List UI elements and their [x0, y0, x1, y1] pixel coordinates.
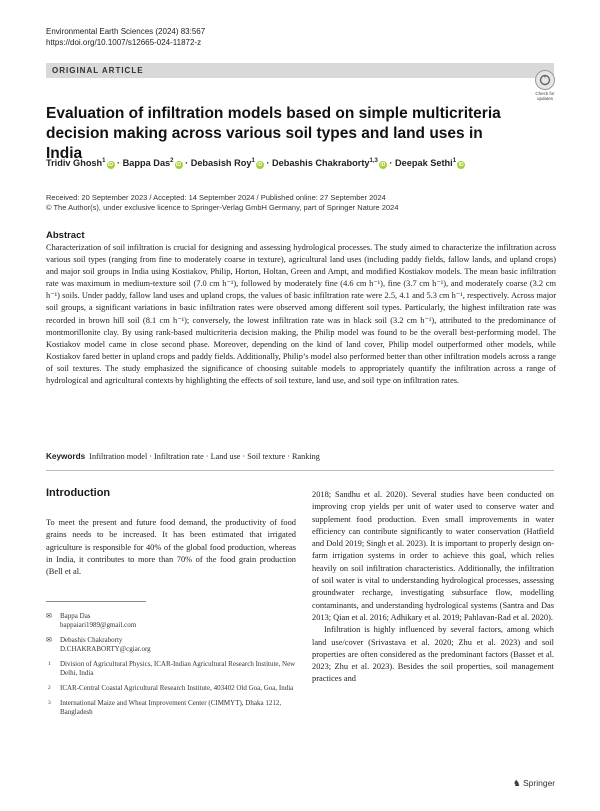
orcid-icon[interactable]: iD: [380, 162, 386, 168]
envelope-icon: ✉: [46, 612, 52, 620]
abstract-heading: Abstract: [46, 230, 85, 241]
orcid-icon[interactable]: iD: [257, 162, 263, 168]
doi-link[interactable]: https://doi.org/10.1007/s12665-024-11872-z: [46, 38, 202, 47]
orcid-icon[interactable]: iD: [458, 162, 464, 168]
article-type-bar: ORIGINAL ARTICLE: [46, 63, 554, 78]
intro-paragraph: Infiltration is highly influenced by several factors, among which land use/cover (Srivastava et al. 2020; Zhu et al. 2023) and soil properties are often considered as the predominant factors (Basset et al. 2023; Zhu et al. 2023). Besides the soil properties, soil management practices and: [312, 625, 554, 684]
author-name[interactable]: Bappa Das: [122, 158, 171, 168]
journal-header: [46, 26, 205, 48]
check-for-updates-badge[interactable]: [532, 70, 558, 100]
introduction-heading: Introduction: [46, 487, 111, 499]
keywords-line: [46, 452, 320, 461]
publication-dates: [46, 193, 399, 213]
contact-name: Bappa Das: [60, 612, 91, 620]
contact-email[interactable]: bappaiari1989@gmail.com: [60, 621, 137, 629]
article-title: Evaluation of infiltration models based on simple multicriteria decision making across various soil types and land uses in India: [46, 105, 501, 162]
footnotes: [46, 612, 296, 723]
author-affiliation: 2: [170, 158, 174, 164]
keywords-label: Keywords: [46, 452, 86, 461]
introduction-left-column: To meet the present and future food demand, the productivity of food grains needs to be increased. It has been estimated that irrigated agriculture is responsible for 40% of the global food production, whereas in India, it contributes to more than 70% of the food grain production (Bell et al.: [46, 518, 296, 577]
affiliation-item: [46, 684, 296, 693]
corresponding-contact: [46, 612, 296, 630]
author-affiliation: 1: [452, 158, 457, 164]
orcid-icon[interactable]: iD: [108, 162, 113, 168]
abstract-text: Characterization of soil infiltration is crucial for designing and assessing hydrological processes. The study aimed to characterize the infiltration across various soil types (ranging from fine to moderately coarse in texture), agricultural land uses (including paddy fields, fallow lands, and upland crops) and major soil groups in India using Kostiakov, Philip, Horton, Holtan, Green and Ampt, and modified Kostiakov models. The mean basic infiltration rate was maximum in medium-texture soil (7.0 cm h⁻¹), followed by moderately fine (4.6 cm h⁻¹), fine (3.7 cm h⁻¹), and moderately coarse (3.2 cm h⁻¹) soils. Under paddy, fallow land uses and upland crops, the values of basic infiltration rate were 2.5, 4.1 and 5.3 cm h⁻¹, respectively. Across major soil groups, a significant variations in basic infiltration rates were observed among different soil types. Particularly, the highest infiltration rate was recorded in brown hill soil (8.1 cm h⁻¹); conversely, the lowest infiltration rate was in black soil (3.2 cm h⁻¹), attributed to the predominance of montmorillonite clay. By using rank-based multicriteria decision making, the Philip model was found to be the overall best-performing model. The Kostiakov model came in close second phase. Moreover, depending on the kind of land cover, Philip model outperformed other models, while Kostiakov fared better in upland crops and paddy fields. Additionally, Philip’s model also performed better than other infiltration models across a range of soil textures. The study emphasized the significance of choosing suitable models to appropriately quantify the infiltration across a range of hydrological and agricultural contexts by highlighting the effects of soil texture, land use, and soil type on infiltration rates.: [46, 243, 556, 386]
springer-horse-icon: ♞: [513, 778, 521, 788]
check-updates-line2: updates: [536, 96, 553, 101]
author-affiliation: 1,3: [369, 158, 378, 164]
check-updates-icon: [535, 70, 555, 90]
affiliation-number: 3: [48, 700, 51, 706]
contact-email[interactable]: D.CHAKRABORTY@cgiar.org: [60, 645, 151, 653]
journal-citation: Environmental Earth Sciences (2024) 83:567: [46, 27, 206, 36]
author-list: Tridiv Ghosh$^1$iD · Bappa Das$^2$iD · Debasish Roy$^1$iD · Debashis Chakraborty$^{1,3}$iD · Deepak Sethi$^1$iD: [46, 158, 464, 168]
contact-name: Debashis Chakraborty: [60, 636, 123, 644]
author-name[interactable]: Tridiv Ghosh: [46, 158, 103, 168]
affiliation-item: [46, 660, 296, 678]
envelope-icon: ✉: [46, 636, 52, 644]
introduction-right-column: [312, 489, 554, 686]
section-divider: [46, 470, 554, 471]
affiliation-text: International Maize and Wheat Improvement Center (CIMMYT), Dhaka 1212, Bangladesh: [60, 699, 282, 716]
author-name[interactable]: Debasish Roy: [190, 158, 252, 168]
author-name[interactable]: Deepak Sethi: [395, 158, 453, 168]
dates-line: Received: 20 September 2023 / Accepted: 14 September 2024 / Published online: 27 September 2024: [46, 193, 386, 202]
affiliation-text: ICAR-Central Coastal Agricultural Research Institute, 403402 Old Goa, Goa, India: [60, 684, 294, 692]
publisher-logo: [513, 778, 555, 789]
affiliation-text: Division of Agricultural Physics, ICAR-Indian Agricultural Research Institute, New Delhi, India: [60, 660, 296, 677]
keywords-text: Infiltration model · Infiltration rate · Land use · Soil texture · Ranking: [89, 452, 320, 461]
affiliation-item: [46, 699, 296, 717]
affiliation-number: 1: [48, 661, 51, 667]
footnote-rule: [46, 601, 146, 602]
affiliation-number: 2: [48, 685, 51, 691]
author-affiliation: 1: [102, 158, 106, 164]
orcid-icon[interactable]: iD: [176, 162, 182, 168]
corresponding-contact: [46, 636, 296, 654]
author-name[interactable]: Debashis Chakraborty: [271, 158, 370, 168]
author-affiliation: 1: [251, 158, 255, 164]
publisher-name: Springer: [523, 778, 556, 788]
copyright-line: © The Author(s), under exclusive licence to Springer-Verlag GmbH Germany, part of Springer Nature 2024: [46, 203, 399, 212]
intro-paragraph: 2018; Sandhu et al. 2020). Several studies have been conducted on improving crop yields per unit of water used to conserve water and supplement food production. Even small improvements in water efficiency can contribute significantly to water conservation (Hatfield and Dold 2019; Singh et al. 2023). It is important to properly design on-farm irrigation systems in order to achieve this goal, which relies heavily on soil infiltration characteristics. Additionally, the infiltration of soil water is vital to understanding hydrological processes, assessing groundwater recharge, investigating subsurface flow, modelling contaminants, and understanding hydrological systems (Santra and Das 2013; Qian et al. 2016; Adhikary et al. 2019; Pahlavan-Rad et al. 2020).: [312, 490, 554, 622]
check-updates-line1: Check for: [535, 91, 555, 96]
